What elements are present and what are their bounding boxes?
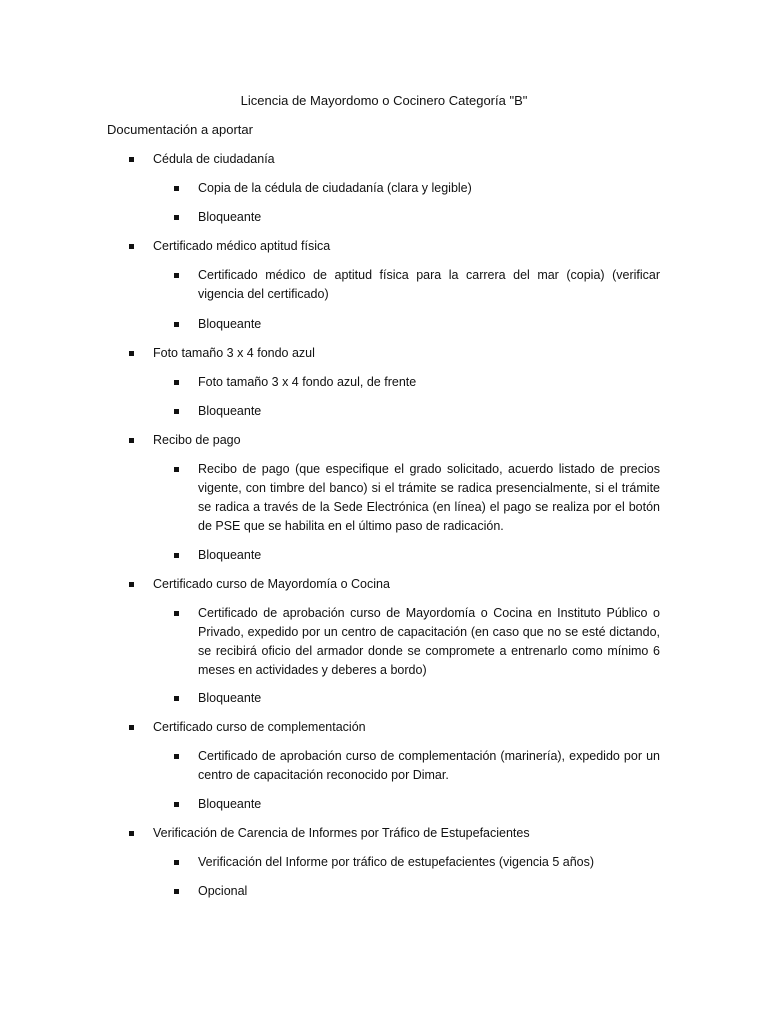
sub-item-text: Certificado de aprobación curso de Mayordomía o Cocina en Instituto Público o Privado, expedido por un centro de capacitación (en caso que no se esté dictando, se recibirá oficio del armador donde se compromete a entrenarlo como mínimo 6 meses en actividades y deberes a bordo) — [198, 606, 660, 677]
sub-item — [198, 882, 660, 901]
sub-item-text: Bloqueante — [198, 548, 262, 562]
sub-item-text: Certificado médico de aptitud física para la carrera del mar (copia) (verificar vigencia del certificado) — [198, 268, 660, 301]
sub-item — [198, 266, 660, 304]
sub-item — [198, 546, 660, 565]
list-item — [153, 575, 663, 594]
sub-item — [198, 315, 660, 334]
bullet-icon — [129, 438, 134, 443]
list-item-label: Certificado médico aptitud física — [153, 239, 331, 253]
sub-item-text: Bloqueante — [198, 210, 262, 224]
list-item-label: Certificado curso de complementación — [153, 720, 366, 734]
bullet-icon — [129, 351, 134, 356]
list-item-label: Cédula de ciudadanía — [153, 152, 275, 166]
list-item — [153, 344, 663, 363]
sub-item-text: Bloqueante — [198, 797, 262, 811]
bullet-icon — [174, 322, 179, 327]
sub-item — [198, 747, 660, 785]
sub-item — [198, 604, 660, 680]
bullet-icon — [129, 725, 134, 730]
sub-item-text: Copia de la cédula de ciudadanía (clara y legible) — [198, 181, 472, 195]
list-item — [153, 237, 663, 256]
bullet-icon — [129, 831, 134, 836]
list-item — [153, 718, 663, 737]
sub-item — [198, 179, 660, 198]
bullet-icon — [174, 696, 179, 701]
list-item-label: Foto tamaño 3 x 4 fondo azul — [153, 346, 315, 360]
sub-item — [198, 460, 660, 536]
list-item-label: Certificado curso de Mayordomía o Cocina — [153, 577, 390, 591]
sub-item — [198, 208, 660, 227]
bullet-icon — [174, 186, 179, 191]
sub-item — [198, 853, 660, 872]
bullet-icon — [174, 611, 179, 616]
bullet-icon — [174, 553, 179, 558]
bullet-icon — [174, 754, 179, 759]
bullet-icon — [174, 273, 179, 278]
sub-item-text: Recibo de pago (que especifique el grado solicitado, acuerdo listado de precios vigente, con timbre del banco) si el trámite se radica presencialmente, si el trámite se radica a través de la Sede Electrónica (en línea) el pago se realiza por el botón de PSE que se habilita en el último paso de radicación. — [198, 462, 660, 533]
sub-item-text: Certificado de aprobación curso de complementación (marinería), expedido por un centro de capacitación reconocido por Dimar. — [198, 749, 660, 782]
bullet-icon — [129, 244, 134, 249]
bullet-icon — [129, 582, 134, 587]
list-item — [153, 431, 663, 450]
sub-item — [198, 373, 660, 392]
bullet-icon — [174, 380, 179, 385]
section-heading: Documentación a aportar — [107, 122, 253, 137]
list-item — [153, 824, 663, 843]
bullet-icon — [174, 409, 179, 414]
bullet-icon — [174, 860, 179, 865]
bullet-icon — [174, 889, 179, 894]
sub-item — [198, 795, 660, 814]
bullet-icon — [174, 802, 179, 807]
sub-item-text: Bloqueante — [198, 691, 262, 705]
bullet-icon — [174, 215, 179, 220]
bullet-icon — [174, 467, 179, 472]
list-item-label: Recibo de pago — [153, 433, 241, 447]
sub-item — [198, 402, 660, 421]
sub-item-text: Bloqueante — [198, 317, 262, 331]
sub-item-text: Verificación del Informe por tráfico de estupefacientes (vigencia 5 años) — [198, 855, 595, 869]
sub-item-text: Bloqueante — [198, 404, 262, 418]
list-item-label: Verificación de Carencia de Informes por Tráfico de Estupefacientes — [153, 826, 530, 840]
sub-item-text: Opcional — [198, 884, 248, 898]
bullet-icon — [129, 157, 134, 162]
document-title: Licencia de Mayordomo o Cocinero Categoría "B" — [240, 93, 528, 108]
sub-item-text: Foto tamaño 3 x 4 fondo azul, de frente — [198, 375, 417, 389]
list-item — [153, 150, 663, 169]
sub-item — [198, 689, 660, 708]
